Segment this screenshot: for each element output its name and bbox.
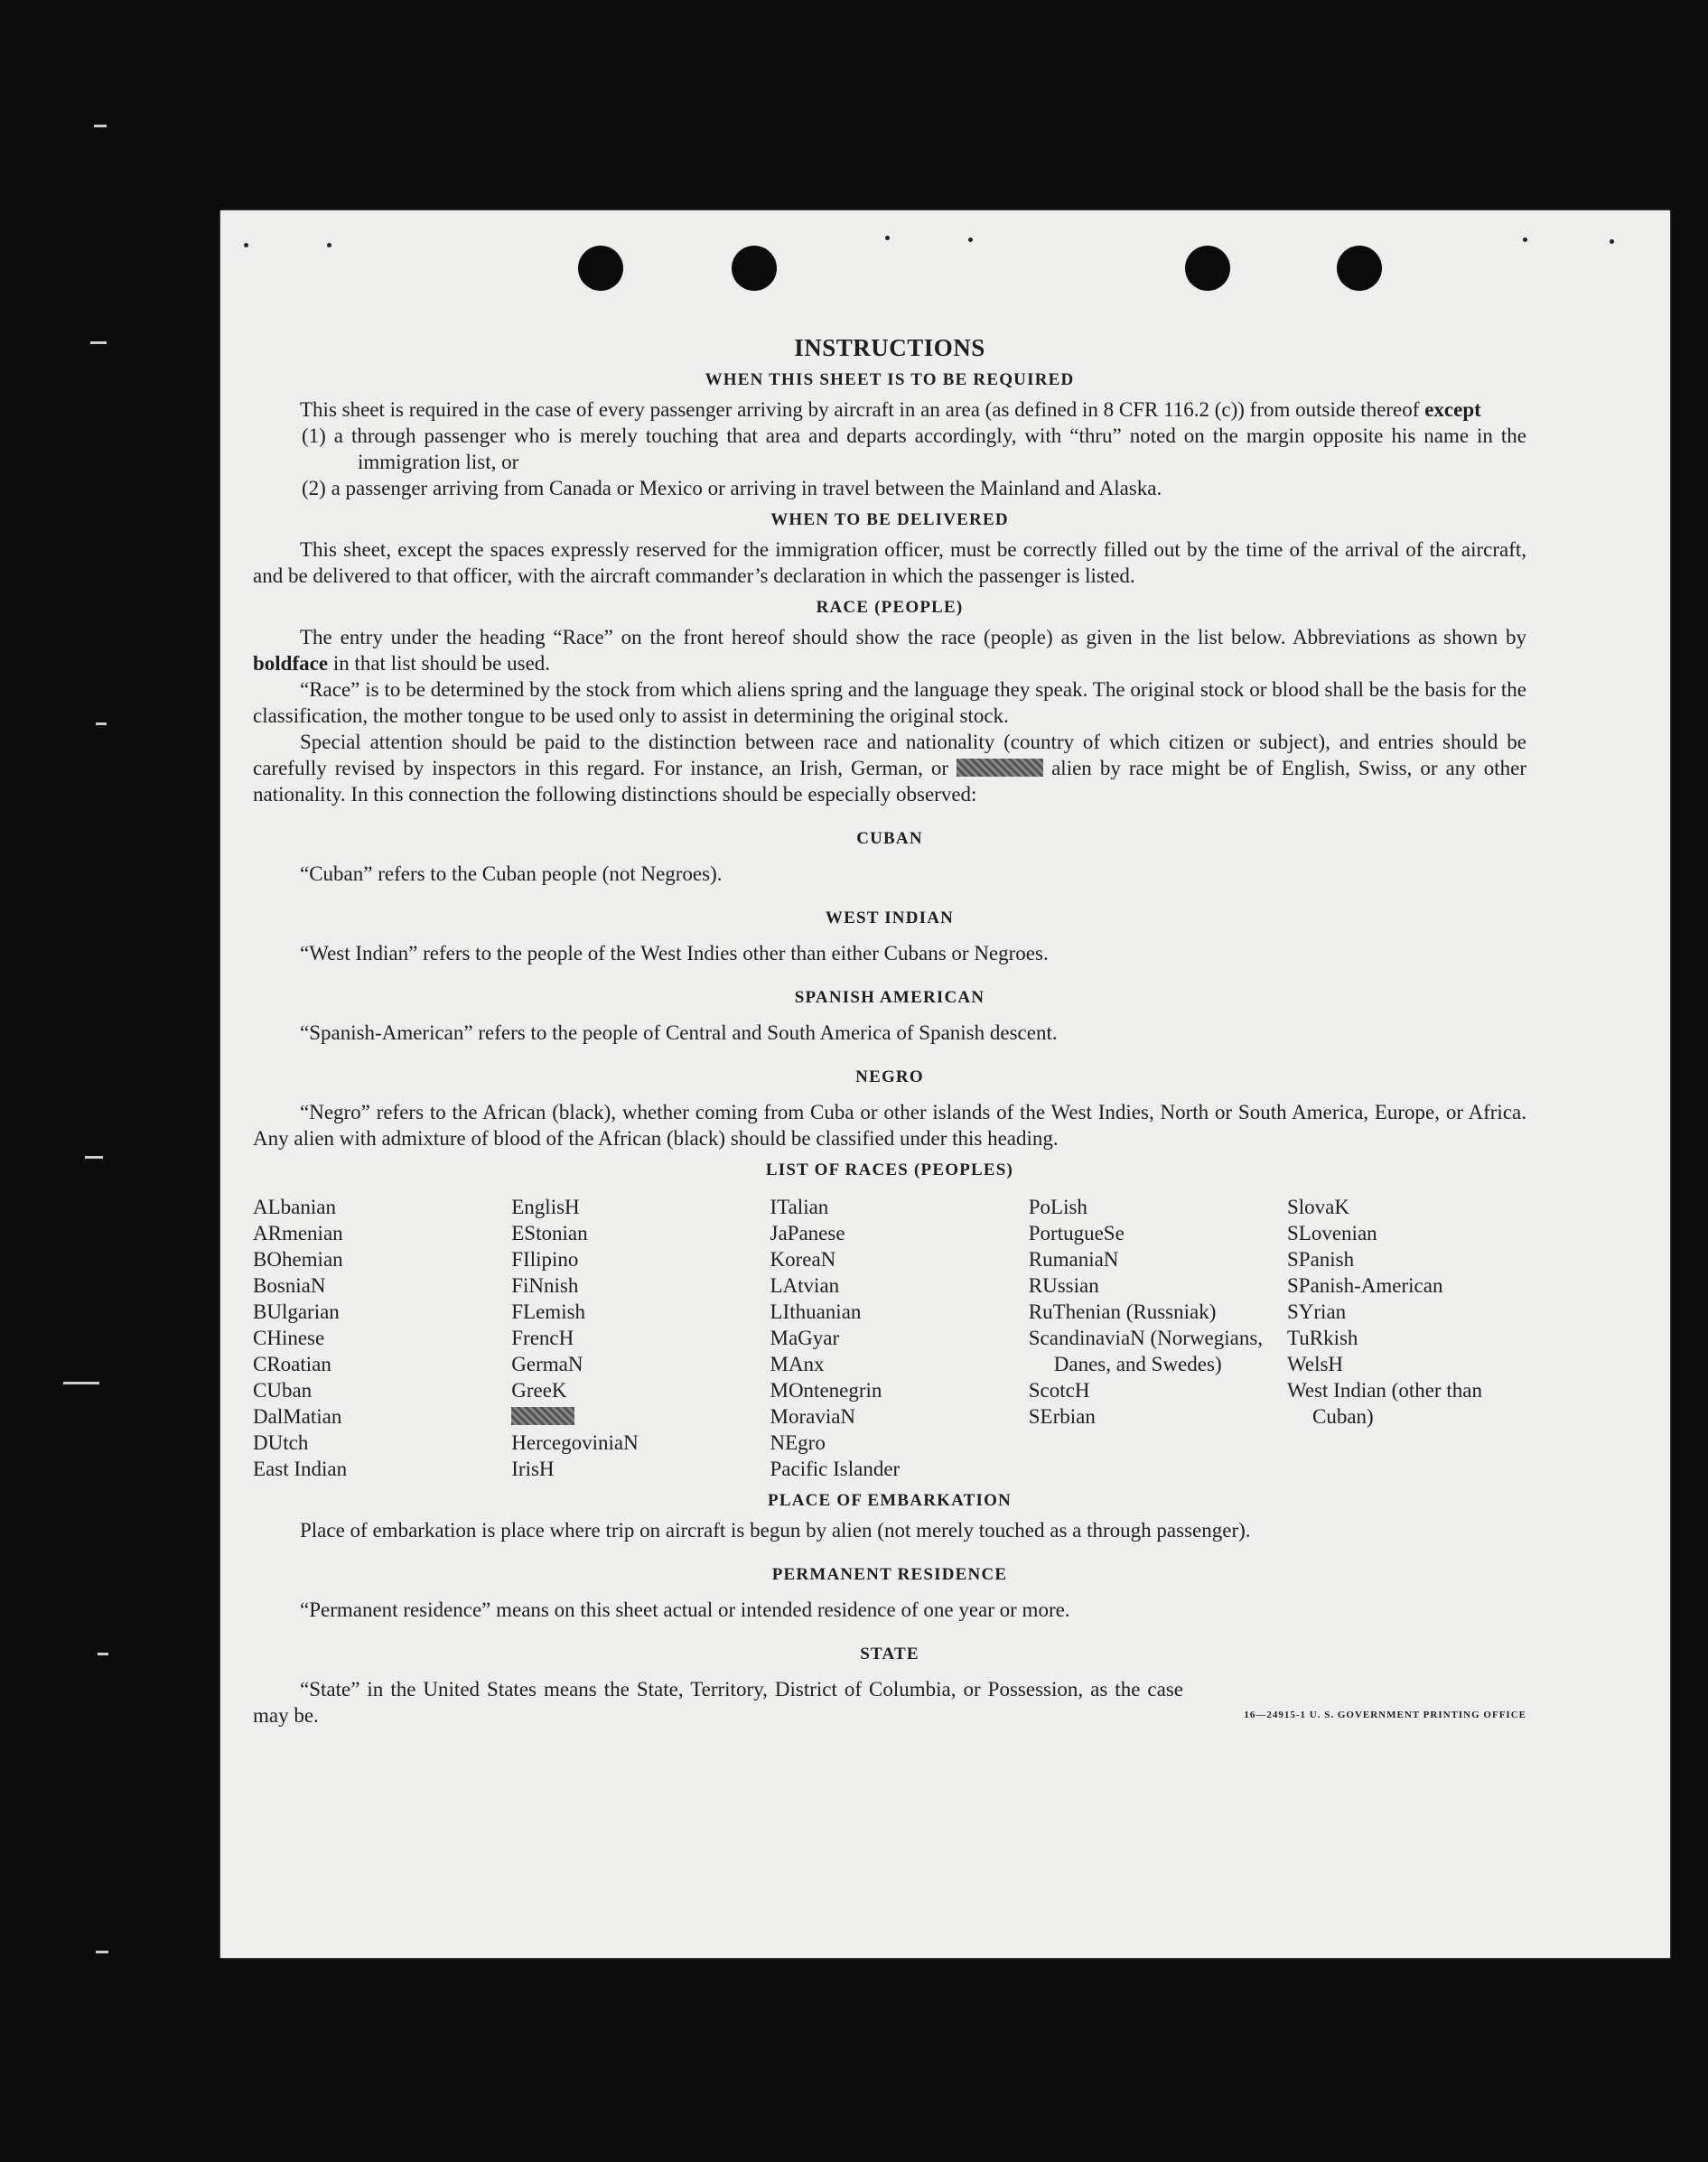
residence-text: “Permanent residence” means on this sheet actual or intended residence of one year or more. (300, 1598, 1070, 1621)
race-item: RUssian (1028, 1274, 1099, 1297)
race-item: JaPanese (770, 1222, 845, 1244)
race-item: TuRkish (1287, 1327, 1358, 1349)
race-item: NEgro (770, 1431, 826, 1454)
speck (885, 236, 890, 240)
race-item: ALbanian (253, 1196, 336, 1218)
race-item: ITalian (770, 1196, 829, 1218)
race-item: SPanish-American (1287, 1274, 1443, 1297)
race-item: DalMatian (253, 1405, 342, 1428)
film-edge-mark (96, 1951, 108, 1953)
race-item: Pacific Islander (770, 1458, 901, 1480)
race-item: GermaN (511, 1353, 583, 1375)
film-edge-mark (96, 722, 107, 725)
spanish-american-text: “Spanish-American” refers to the people of Central and South America of Spanish descent. (300, 1021, 1058, 1044)
race-item: FiNnish (511, 1274, 579, 1297)
race-item-redacted (511, 1403, 751, 1430)
document-content (253, 335, 1526, 1729)
embarkation-text: Place of embarkation is place where trip on aircraft is begun by alien (not merely touched as a through passenger). (300, 1519, 1251, 1542)
required-item-2: (2) a passenger arriving from Canada or Mexico or arriving in travel between the Mainland and Alaska. (302, 477, 1162, 499)
section-heading-delivered: WHEN TO BE DELIVERED (770, 510, 1009, 529)
required-item-1: (1) a through passenger who is merely touching that area and departs accordingly, with “thru” noted on the margin opposite his name in the immigration list, or (302, 424, 1526, 473)
race-item: ScotcH (1028, 1379, 1090, 1402)
race-item: BUlgarian (253, 1300, 340, 1323)
punch-hole (578, 246, 623, 291)
race-item: CRoatian (253, 1353, 331, 1375)
race-paragraph-2: “Race” is to be determined by the stock from which aliens spring and the language they speak. The original stock or blood shall be the basis for the classification, the mother tongue to be used only to assist in determining the original stock. (253, 678, 1526, 727)
races-list (253, 1194, 1526, 1482)
race-paragraph-3: Special attention should be paid to the distinction between race and nationality (country of which citizen or subject), and entries should be carefully revised by inspectors in this regard. For instance, an Irish, German, or alien by race might be of English, Swiss, or any other nationality. In this connection the following distinctions should be especially observed: (253, 731, 1527, 806)
speck (327, 243, 331, 247)
section-heading-west-indian: WEST INDIAN (825, 909, 955, 927)
race-item: BOhemian (253, 1248, 343, 1271)
race-item: SErbian (1028, 1405, 1096, 1428)
speck (244, 243, 248, 247)
race-item: RuThenian (Russniak) (1028, 1300, 1217, 1323)
race-item: EStonian (511, 1222, 588, 1244)
race-item: ScandinaviaN (Norwegians, Danes, and Swedes) (1028, 1327, 1264, 1375)
cuban-text: “Cuban” refers to the Cuban people (not Negroes). (300, 862, 723, 885)
punch-hole (1185, 246, 1230, 291)
instruction-sheet (220, 210, 1670, 1958)
race-item: MoraviaN (770, 1405, 856, 1428)
race-item: FLemish (511, 1300, 586, 1323)
races-column-1 (253, 1194, 492, 1482)
film-edge-mark (98, 1653, 108, 1655)
race-item: CHinese (253, 1327, 325, 1349)
document-title: INSTRUCTIONS (794, 334, 985, 361)
section-heading-required: WHEN THIS SHEET IS TO BE REQUIRED (705, 370, 1075, 389)
punch-hole (1337, 246, 1382, 291)
film-edge-mark (94, 125, 107, 127)
section-heading-negro: NEGRO (855, 1067, 924, 1086)
section-heading-embarkation: PLACE OF EMBARKATION (768, 1491, 1012, 1510)
race-item: KoreaN (770, 1248, 836, 1271)
race-item: East Indian (253, 1458, 348, 1480)
race-item: SPanish (1287, 1248, 1355, 1271)
film-edge-mark (63, 1382, 99, 1384)
race-item: GreeK (511, 1379, 567, 1402)
races-column-2 (511, 1194, 751, 1482)
section-heading-race: RACE (PEOPLE) (816, 598, 964, 617)
speck (968, 238, 973, 242)
race-paragraph-1: The entry under the heading “Race” on the front hereof should show the race (people) as given in the list below. Abbreviations as shown by boldface in that list should be used. (253, 626, 1526, 675)
race-item: LAtvian (770, 1274, 840, 1297)
race-item: CUban (253, 1379, 313, 1402)
speck (1610, 239, 1614, 244)
race-item: EnglisH (511, 1196, 580, 1218)
redaction-mark (957, 759, 1043, 777)
list-of-races-heading: LIST OF RACES (PEOPLES) (765, 1160, 1014, 1179)
race-item: PortugueSe (1028, 1222, 1125, 1244)
race-item: FrencH (511, 1327, 574, 1349)
race-item: IrisH (511, 1458, 555, 1480)
race-item: HercegoviniaN (511, 1431, 639, 1454)
race-item: BosniaN (253, 1274, 326, 1297)
speck (1523, 238, 1527, 242)
state-and-print-code (253, 1676, 1526, 1729)
punch-hole (732, 246, 777, 291)
races-column-3 (770, 1194, 1010, 1482)
print-code: 16—24915-1 U. S. GOVERNMENT PRINTING OFFICE (1244, 1710, 1526, 1720)
section-heading-cuban: CUBAN (856, 829, 923, 848)
races-column-5 (1287, 1194, 1526, 1482)
race-item: PoLish (1028, 1196, 1087, 1218)
film-edge-mark (85, 1156, 103, 1159)
redaction-mark (511, 1407, 574, 1425)
west-indian-text: “West Indian” refers to the people of the West Indies other than either Cubans or Negroes. (300, 942, 1049, 965)
race-item: SlovaK (1287, 1196, 1349, 1218)
race-item: RumaniaN (1028, 1248, 1119, 1271)
race-item: ARmenian (253, 1222, 343, 1244)
race-item: MAnx (770, 1353, 825, 1375)
race-item: MaGyar (770, 1327, 840, 1349)
film-edge-mark (90, 341, 107, 344)
required-intro: This sheet is required in the case of every passenger arriving by aircraft in an area (as defined in 8 CFR 116.2 (c)) from outside thereof except (300, 398, 1481, 421)
race-item: West Indian (other than Cuban) (1287, 1379, 1482, 1428)
race-item: MOntenegrin (770, 1379, 882, 1402)
races-column-4 (1029, 1194, 1268, 1482)
race-item: FIlipino (511, 1248, 579, 1271)
except-word: except (1424, 398, 1481, 421)
race-item: SYrian (1287, 1300, 1347, 1323)
delivered-text: This sheet, except the spaces expressly reserved for the immigration officer, must be correctly filled out by the time of the arrival of the aircraft, and be delivered to that officer, with the aircraft commander’s declaration in which the passenger is listed. (253, 538, 1526, 587)
race-item: SLovenian (1287, 1222, 1377, 1244)
race-item: DUtch (253, 1431, 309, 1454)
section-heading-spanish-american: SPANISH AMERICAN (794, 988, 985, 1007)
race-item: LIthuanian (770, 1300, 862, 1323)
negro-text: “Negro” refers to the African (black), whether coming from Cuba or other islands of the West Indies, North or South America, Europe, or Africa. Any alien with admixture of blood of the African (black) should be classified under this heading. (253, 1101, 1526, 1150)
section-heading-residence: PERMANENT RESIDENCE (771, 1565, 1008, 1584)
state-text: “State” in the United States means the State, Territory, District of Columbia, or Possession, as the case may be. (253, 1678, 1183, 1727)
race-item: WelsH (1287, 1353, 1344, 1375)
section-heading-state: STATE (860, 1645, 919, 1663)
